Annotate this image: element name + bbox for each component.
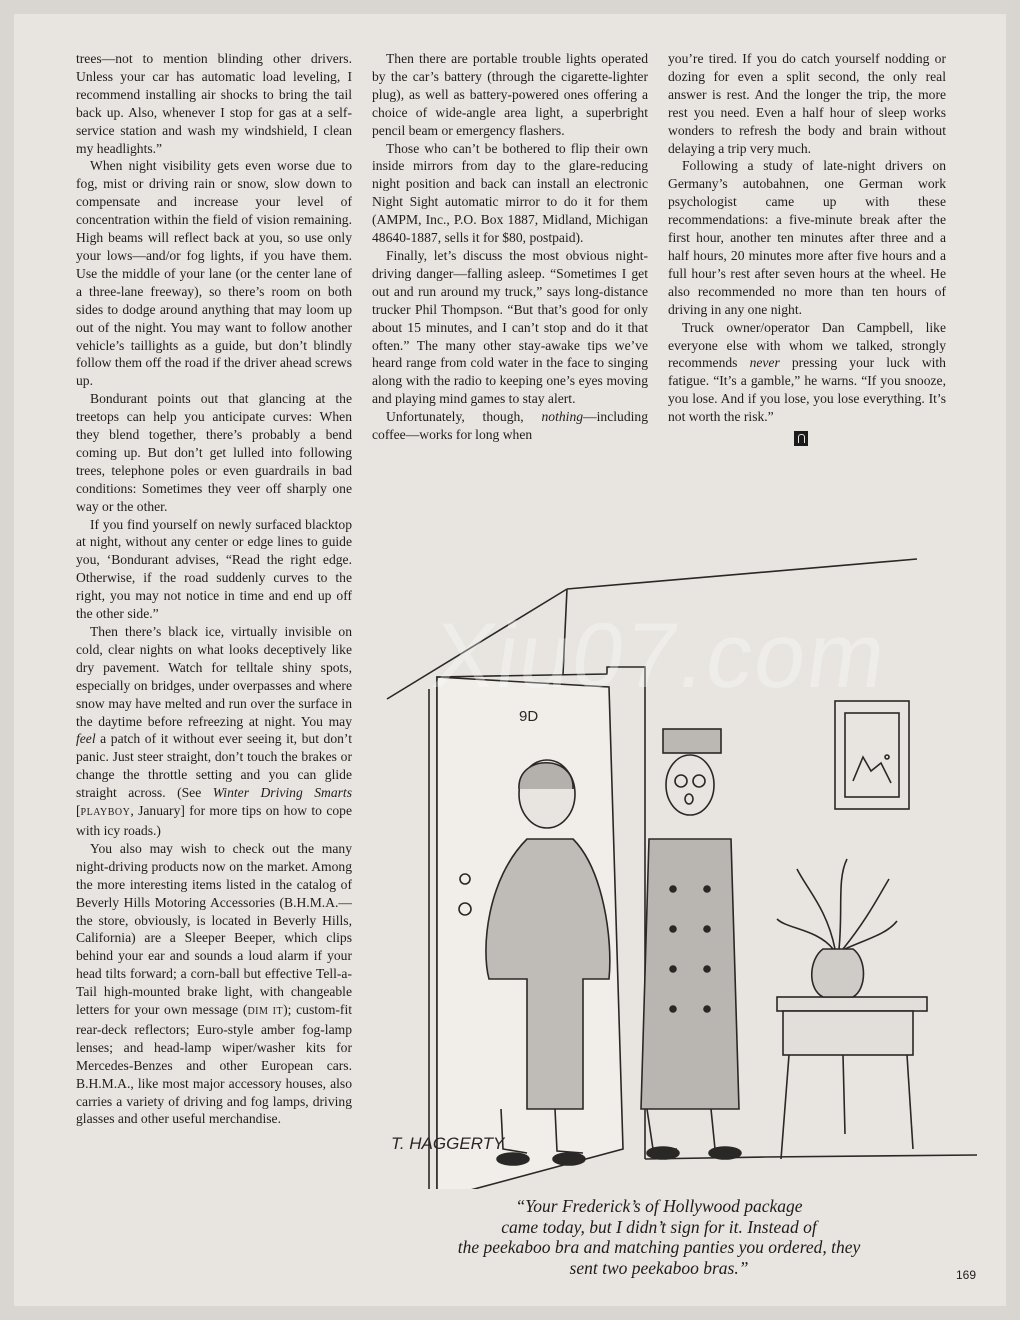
end-mark-icon — [794, 431, 808, 446]
emphasis-never: never — [749, 355, 780, 371]
mountain-sketch — [853, 757, 891, 783]
paragraph — [372, 408, 648, 444]
doorman-shoe — [647, 1147, 679, 1159]
paragraph: Those who can’t be bothered to flip their own inside mirrors from day to the glare-reducing night position and back can install an electronic Night Sight automatic mirror to do it for them (AMPM, Inc., P.O. Box 1887, Midland, Michigan 48640-1887, sells it for $80, postpaid). — [372, 140, 648, 246]
paragraph — [76, 840, 352, 1129]
cartoon-illustration — [377, 549, 977, 1189]
ceiling-line — [567, 559, 917, 589]
text-run: Truck owner/operator Dan Campbell, like everyone else with whom we talked, strongly recommends — [668, 319, 946, 371]
side-table-top — [777, 997, 927, 1011]
text-run: pressing your luck with fatigue. “It’s a gamble,” he warns. “If you snooze, you lose. And if you lose, you lose everything. It’s not worth the risk.” — [668, 355, 946, 425]
woman-shoe — [553, 1153, 585, 1165]
text-run: ); custom-fit rear-deck reflectors; Euro-style amber fog-lamp lenses; and head-lamp wiper/washer kits for Mercedes-Benzes and other European cars. B.H.M.A., like most major accessory houses, also carries a variety of driving and fog lamps, driving glasses and other useful merchandise. — [76, 1002, 352, 1127]
emphasis-feel: feel — [76, 731, 96, 747]
doorman-legs — [647, 1109, 737, 1149]
table-leg — [907, 1055, 913, 1149]
magazine-page — [14, 14, 1006, 1306]
text-run: —including coffee—works for long when — [372, 409, 648, 443]
paragraph: Bondurant points out that glancing at the treetops can help you anticipate curves: When they blend together, there’s probably a bend coming up. But don’t get lulled into following trees, telephone poles or even guardrails in bad conditions: Sometimes they veer off sharply one way or the other. — [76, 391, 352, 514]
woman-shoe — [497, 1153, 529, 1165]
door-number: 9D — [519, 708, 539, 725]
paragraph — [76, 623, 352, 840]
paragraph: trees—not to mention blinding other drivers. Unless your car has automatic load leveling, I recommend installing air shocks to bring the tail back up. Also, whenever I stop for gas at a self-service station and wash my windshield, I clean my headlights.” — [76, 51, 352, 156]
emphasis-nothing: nothing — [541, 409, 584, 425]
paragraph — [668, 319, 946, 426]
wall-corner-line — [563, 589, 567, 674]
flower-stems — [777, 859, 897, 949]
paragraph: Following a study of late-night drivers on Germany’s autobahnen, one German work psychologist came up with these recommendations: a five-minute break after the first hour, another ten minutes after three and a half hours, 20 minutes more after five hours and a full hour’s rest after seven hours at the wheel. He also recommended no more than ten hours of driving in any one night. — [668, 158, 946, 317]
paragraph: When night visibility gets even worse due to fog, mist or driving rain or snow, slow down to compensate and increase your level of concentration within the field of vision remaining. High beams will reflect back at you, so use only your lows—and/or fog lights, if you have them. Use the middle of your lane (or the center lane of a three-lane freeway), so there’s room on both sides to dodge around anything that may loom up out of the night. You may want to follow another vehicle’s taillights as a guide, but don’t blindly follow them off the road if the driver ahead screws up. — [76, 158, 352, 389]
magazine-name: PLAYBOY — [80, 807, 131, 819]
table-leg — [781, 1055, 789, 1159]
article-column-2 — [372, 50, 648, 444]
doorman-cap — [663, 729, 721, 753]
side-table-drawer — [783, 1011, 913, 1055]
paragraph: Then there are portable trouble lights operated by the car’s battery (through the cigarette-lighter plug), as well as battery-powered ones offering a choice of wide-angle area light, a superbright pencil beam or emergency flashers. — [372, 51, 648, 138]
doorman-coat — [641, 839, 739, 1109]
caption-line: came today, but I didn’t sign for it. Instead of — [501, 1216, 817, 1237]
paragraph: Finally, let’s discuss the most obvious night-driving danger—falling asleep. “Sometimes I get out and run around my truck,” says long-distance trucker Phil Thompson. “But that’s good for only about 15 minutes, and I can’t stop and do it that often.” The many other stay-awake tips we’ve heard range from cold water in the face to singing along with the radio to keeping one’s eyes moving and playing mind games to stay alert. — [372, 247, 648, 407]
doorman-head — [666, 755, 714, 815]
cartoon-caption — [414, 1196, 904, 1278]
text-run: Then there’s black ice, virtually invisible on cold, clear nights on what looks deceptively like dry pavement. Watch for telltale shiny spots, especially on bridges, under overpasses and where snow may have melted and run over the surface in the daytime before refreezing at night. You may — [76, 624, 352, 729]
doorman-shoe — [709, 1147, 741, 1159]
caption-line: sent two peekaboo bras.” — [569, 1257, 749, 1278]
caption-line: “Your Frederick’s of Hollywood package — [515, 1196, 803, 1216]
article-reference-title: Winter Driving Smarts — [212, 785, 352, 801]
caption-line: the peekaboo bra and matching panties you ordered, they — [457, 1237, 861, 1257]
article-column-1 — [76, 50, 352, 1128]
floor-line — [765, 1155, 977, 1157]
paragraph: If you find yourself on newly surfaced blacktop at night, without any center or edge lines to guide you, ‘Bondurant advises, “Read the right edge. Otherwise, if the road suddenly curves to the right, you may not notice in time and end up off the other side.” — [76, 516, 352, 622]
watermark: Xiu07.com — [426, 605, 894, 707]
text-run: a patch of it without ever seeing it, but don’t panic. Just steer straight, don’t touch the brakes or change the throttle setting and you can glide straight across. (See — [76, 731, 352, 801]
table-leg — [843, 1055, 845, 1134]
vase-icon — [812, 949, 864, 997]
sun-sketch — [885, 755, 889, 759]
artist-signature: T. HAGGERTY — [391, 1134, 505, 1153]
article-column-3 — [668, 50, 946, 451]
text-run: Unfortunately, though, — [386, 409, 542, 425]
page-number: 169 — [956, 1268, 977, 1282]
paragraph: you’re tired. If you do catch yourself nodding or dozing for even a split second, the only real answer is rest. And the longer the trip, the more rest you need. Even a half hour of sleep works wonders to refresh the body and brain without delaying a trip very much. — [668, 51, 946, 156]
brake-light-message: DIM IT — [247, 1006, 284, 1018]
text-run: , January] for more tips on how to cope with icy roads.) — [76, 803, 352, 838]
text-run: You also may wish to check out the many night-driving products now on the market. Among the more interesting items listed in the catalog of Beverly Hills Motoring Accessories (B.H.M.A.—the store, obviously, is located in Beverly Hills, California) are a Sleeper Beeper, which clips behind your ear and sounds a loud alarm if your head tilts forward; a corn-ball but effective Tell-a-Tail high-mounted brake light, with changeable letters for your own message ( — [76, 840, 352, 1018]
text-run: [ — [76, 803, 81, 819]
picture-frame-inner — [845, 713, 899, 797]
picture-frame — [835, 701, 909, 809]
